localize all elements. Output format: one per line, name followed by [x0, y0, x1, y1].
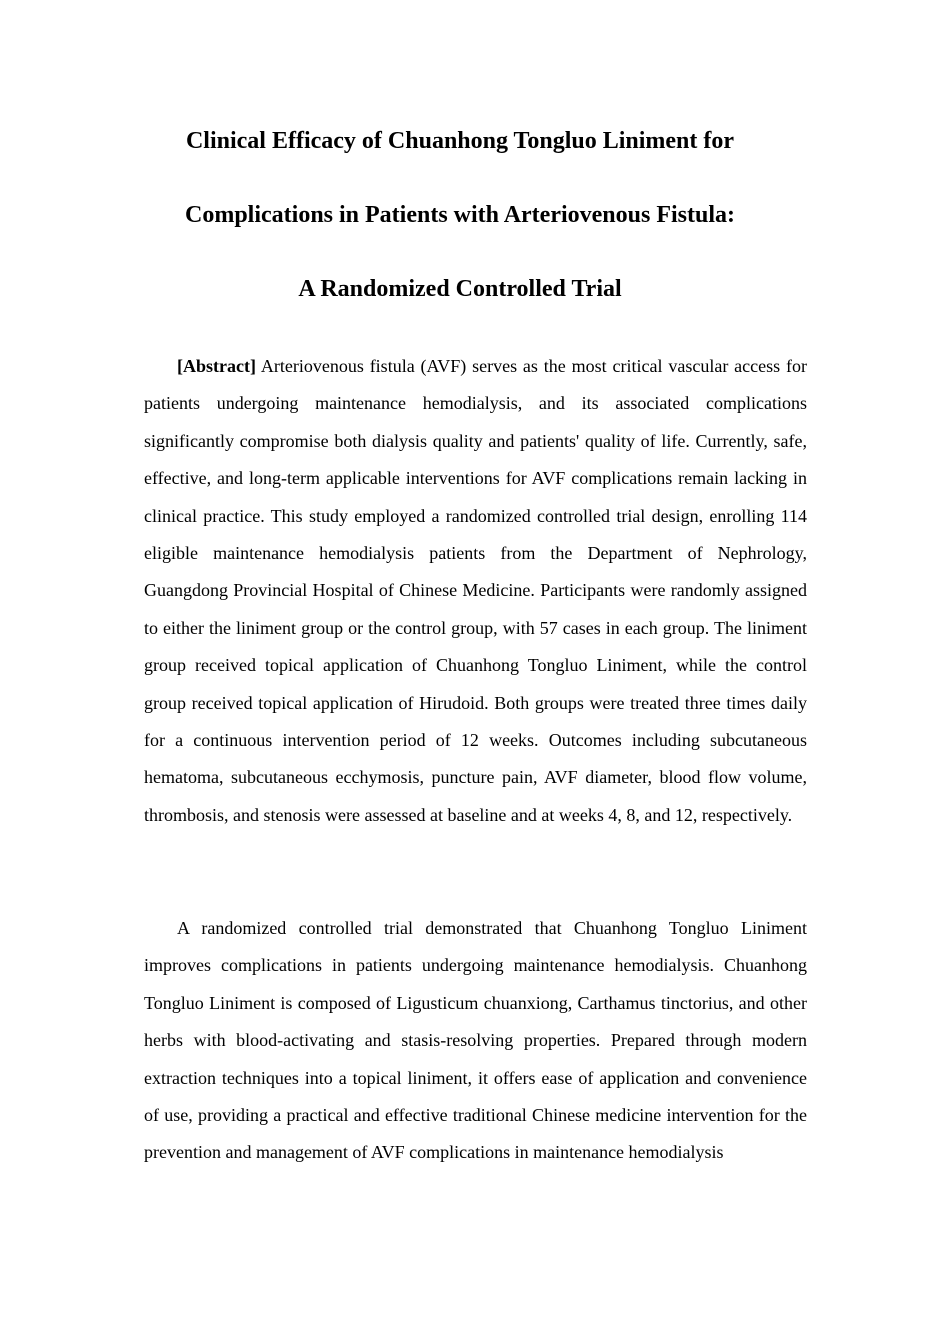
- title-line-1: Clinical Efficacy of Chuanhong Tongluo Liniment for: [185, 128, 735, 154]
- abstract-label: [Abstract]: [177, 356, 256, 376]
- body-paragraph: A randomized controlled trial demonstrated that Chuanhong Tongluo Liniment improves complications in patients undergoing maintenance hemodialysis. Chuanhong Tongluo Liniment is composed of Ligusticum chuanxiong, Carthamus tinctorius, and other herbs with blood-activating and stasis-resolving properties. Prepared through modern extraction techniques into a topical liniment, it offers ease of application and convenience of use, providing a practical and effective traditional Chinese medicine intervention for the prevention and management of AVF complications in maintenance hemodialysis: [144, 918, 807, 1163]
- title-line-2: Complications in Patients with Arteriovenous Fistula:: [185, 202, 735, 228]
- title-line-3: A Randomized Controlled Trial: [298, 276, 622, 302]
- abstract-text: Arteriovenous fistula (AVF) serves as the most critical vascular access for patients undergoing maintenance hemodialysis, and its associated complications significantly compromise both dialysis quality and patients' quality of life. Currently, safe, effective, and long-term applicable interventions for AVF complications remain lacking in clinical practice. This study employed a randomized controlled trial design, enrolling 114 eligible maintenance hemodialysis patients from the Department of Nephrology, Guangdong Provincial Hospital of Chinese Medicine. Participants were randomly assigned to either the liniment group or the control group, with 57 cases in each group. The liniment group received topical application of Chuanhong Tongluo Liniment, while the control group received topical application of Hirudoid. Both groups were treated three times daily for a continuous intervention period of 12 weeks. Outcomes including subcutaneous hematoma, subcutaneous ecchymosis, puncture pain, AVF diameter, blood flow volume, thrombosis, and stenosis were assessed at baseline and at weeks 4, 8, and 12, respectively.: [144, 356, 807, 825]
- abstract-paragraph: [144, 348, 807, 834]
